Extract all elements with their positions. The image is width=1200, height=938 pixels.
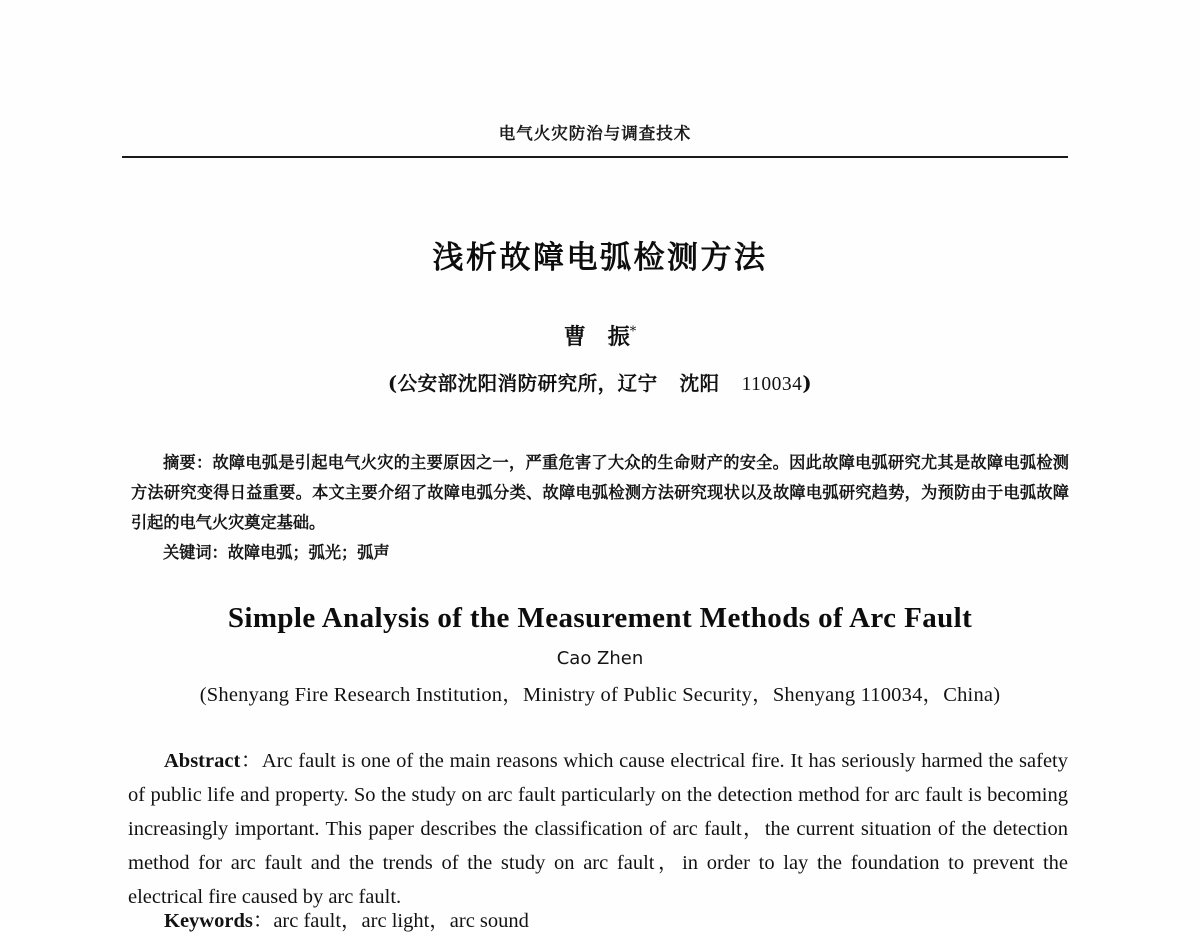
chinese-affiliation-institute: (公安部沈阳消防研究所，辽宁 — [387, 372, 658, 395]
chinese-affiliation-city: 沈阳 — [679, 372, 720, 395]
chinese-author-surname: 曹 — [563, 324, 586, 350]
chinese-keywords-body: 故障电弧；弧光；弧声 — [227, 543, 390, 562]
english-author: Cao Zhen — [556, 648, 644, 669]
chinese-abstract-body: 故障电弧是引起电气火灾的主要原因之一，严重危害了大众的生命财产的安全。因此故障电弧研究尤其是故障电弧检测方法研究变得日益重要。本文主要介绍了故障电弧分类、故障电弧检测方法研究现状以及故障电弧研究趋势，为预防由于电弧故障引起的电气火灾奠定基础。 — [131, 453, 1069, 532]
english-affiliation: (Shenyang Fire Research Institution，Ministry of Public Security，Shenyang 110034，China) — [199, 684, 1001, 706]
chinese-keywords — [131, 538, 1069, 568]
chinese-affiliation-zipcode: 110034 — [741, 374, 803, 395]
chinese-article-title: 浅析故障电弧检测方法 — [432, 240, 768, 276]
english-keywords — [128, 904, 1068, 932]
header-divider-rule — [122, 156, 1068, 158]
chinese-abstract-label: 摘要： — [163, 453, 213, 472]
english-keywords-body: arc fault，arc light，arc sound — [273, 910, 529, 932]
running-head: 电气火灾防治与调查技术 — [498, 124, 692, 143]
chinese-affiliation-close-paren: ) — [802, 372, 813, 395]
english-abstract-label: Abstract — [164, 750, 241, 772]
chinese-affiliation-line — [0, 368, 1200, 396]
english-article-title: Simple Analysis of the Measurement Methods of Arc Fault — [227, 602, 973, 634]
chinese-keywords-label: 关键词： — [163, 543, 228, 562]
chinese-author-line — [0, 320, 1200, 351]
chinese-abstract — [131, 448, 1069, 538]
english-abstract-body: Arc fault is one of the main reasons which cause electrical fire. It has seriously harmed the safety of public life and property. So the study on arc fault particularly on the detection method for arc fault is becoming increasingly important. This paper describes the classification of arc fault，the current situation of the detection method for arc fault and the trends of the study on arc fault，in order to lay the foundation to prevent the electrical fire caused by arc fault. — [128, 750, 1069, 908]
english-abstract — [128, 744, 1068, 914]
english-keywords-label: Keywords — [164, 910, 253, 932]
english-abstract-separator: ： — [240, 750, 262, 772]
author-footnote-marker: * — [629, 324, 637, 340]
chinese-author-given: 振 — [607, 324, 630, 350]
english-keywords-separator: ： — [252, 910, 274, 932]
